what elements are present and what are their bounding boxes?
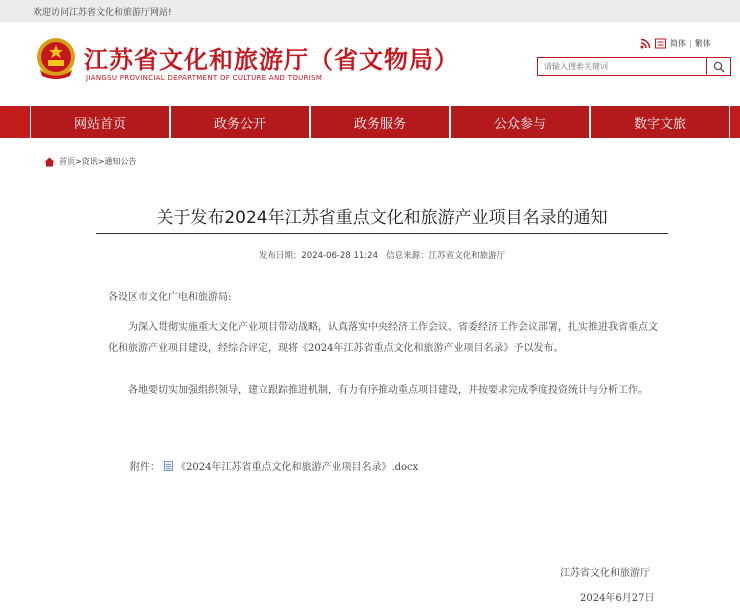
nav-item-home[interactable]: 网站首页: [30, 106, 170, 138]
paragraph-1: 为深入贯彻实施重大文化产业项目带动战略，认真落实中央经济工作会议、省委经济工作会议部署，扎实推进我省重点文化和旅游产业项目建设，经综合评定，现将《2024年江苏省重点文化和旅游产业项目名录》予以发布。: [108, 322, 658, 354]
attachment-label: 附件：: [130, 462, 160, 473]
publish-date-label: 发布日期：: [258, 251, 302, 261]
search-input[interactable]: [538, 58, 704, 75]
greeting: 各设区市文化广电和旅游局:: [108, 292, 232, 303]
rss-icon[interactable]: [640, 38, 651, 49]
top-bar: [0, 0, 740, 22]
nav-item-public-participation[interactable]: 公众参与: [450, 106, 590, 138]
simplified-chinese-link[interactable]: 简体: [670, 38, 686, 48]
attachment: [130, 458, 418, 473]
national-emblem-icon: [34, 36, 78, 82]
title-divider: [96, 233, 668, 234]
document-icon: [164, 461, 173, 471]
article-meta: [96, 249, 668, 261]
site-header: [0, 22, 740, 106]
article-title: 关于发布2024年江苏省重点文化和旅游产业项目名录的通知: [156, 208, 608, 228]
nav-item-digital-culture-tourism[interactable]: 数字文旅: [590, 106, 730, 138]
breadcrumb: [44, 156, 136, 167]
nav-item-government-services[interactable]: 政务服务: [310, 106, 450, 138]
publish-date: 2024-06-28 11:24: [301, 251, 378, 261]
paragraph-2: 各地要切实加强组织领导，建立跟踪推进机制，有力有序推动重点项目建设，并按要求完成季度投资统计与分析工作。: [128, 385, 648, 396]
main-nav-bar: [0, 106, 740, 138]
search-box: [537, 57, 731, 76]
welcome-text: 欢迎访问江苏省文化和旅游厅网站!: [33, 8, 172, 18]
site-title: 江苏省文化和旅游厅（省文物局）: [84, 46, 459, 74]
main-nav: [30, 106, 730, 138]
home-icon[interactable]: [44, 157, 55, 167]
source-value: 江苏省文化和旅游厅: [428, 251, 506, 261]
nav-item-government-affairs[interactable]: 政务公开: [170, 106, 310, 138]
accessibility-icon[interactable]: [655, 38, 666, 49]
lang-separator: |: [689, 38, 692, 48]
attachment-link[interactable]: 《2024年江苏省重点文化和旅游产业项目名录》.docx: [176, 462, 419, 473]
site-subtitle: JIANGSU PROVINCIAL DEPARTMENT OF CULTURE AND TOURISM: [86, 74, 323, 82]
search-icon: [713, 61, 725, 73]
signature-org: 江苏省文化和旅游厅: [560, 568, 650, 579]
search-button[interactable]: [706, 58, 730, 75]
header-tools: [640, 36, 711, 50]
signature-date: 2024年6月27日: [580, 593, 655, 604]
breadcrumb-text[interactable]: 首页>资讯>通知公告: [59, 157, 137, 166]
traditional-chinese-link[interactable]: 繁体: [694, 38, 711, 48]
source-label: 信息来源：: [386, 251, 429, 261]
